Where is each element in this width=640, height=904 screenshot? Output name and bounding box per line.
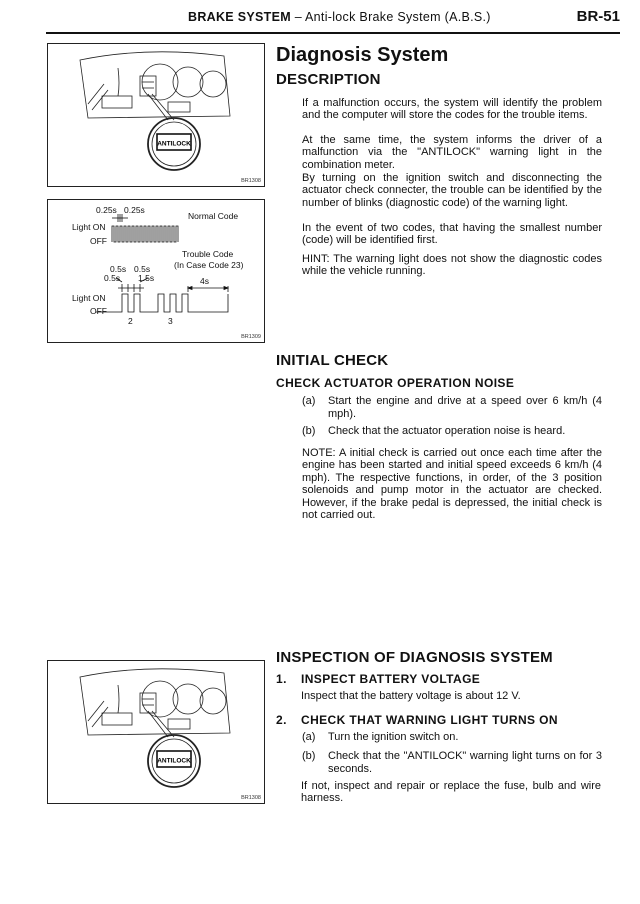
actuator-noise-subheading: CHECK ACTUATOR OPERATION NOISE <box>276 376 515 390</box>
description-paragraph: If a malfunction occurs, the system will identify the problem and the computer will store the codes for the trouble items. <box>302 97 602 122</box>
dashboard-illustration <box>48 44 264 186</box>
timing-label-normal: Normal Code <box>188 211 239 221</box>
description-paragraph: By turning on the ignition switch and disconnecting the actuator check connecter, the trouble can be identified by the number of blinks (diagnostic code) of the warning light. <box>302 172 602 209</box>
header-section: BRAKE SYSTEM <box>188 10 291 24</box>
item-text: Check that the "ANTILOCK" warning light turns on for 3 seconds. <box>328 750 602 775</box>
timing-label-on: Light ON <box>72 222 106 232</box>
list-item <box>302 731 602 745</box>
figure-code: BR1308 <box>241 795 261 801</box>
timing-label-n2: 2 <box>128 316 133 326</box>
figure-dashboard-top <box>47 43 265 187</box>
item-label: (a) <box>302 731 316 743</box>
timing-diagram <box>48 200 264 342</box>
timing-label-off: OFF <box>90 236 107 246</box>
hint-paragraph: HINT: The warning light does not show the diagnostic codes while the vehicle running. <box>302 253 602 278</box>
note-paragraph: NOTE: A initial check is carried out once each time after the engine has been started and initial speed exceeds 6 km/h (4 mph). The respective functions, in order, of the 3 position solenoids and pump motor in the actuator are checked. However, if the brake pedal is depressed, the initial check is not carried out. <box>302 447 602 522</box>
section-title: Diagnosis System <box>276 44 449 66</box>
timing-label-off2: OFF <box>90 306 107 316</box>
timing-label-e: 4s <box>200 276 209 286</box>
timing-label-case: (In Case Code 23) <box>174 260 244 270</box>
header-subtitle: – Anti-lock Brake System (A.B.S.) <box>290 10 491 24</box>
item-text: Turn the ignition switch on. <box>328 731 459 743</box>
figure-code: BR1308 <box>241 178 261 184</box>
step-1 <box>276 672 606 688</box>
item-text: Start the engine and drive at a speed over 6 km/h (4 mph). <box>328 395 602 420</box>
timing-label-b: 0.5s <box>134 264 151 274</box>
timing-label-a: 0.5s <box>110 264 127 274</box>
description-paragraph: In the event of two codes, that having the smallest number (code) will be identified first. <box>302 222 602 247</box>
step-number: 2. <box>276 713 287 727</box>
description-heading: DESCRIPTION <box>276 71 381 88</box>
dashboard-illustration <box>48 661 264 803</box>
step-title: CHECK THAT WARNING LIGHT TURNS ON <box>301 713 558 727</box>
timing-label-on2: Light ON <box>72 293 106 303</box>
step-title: INSPECT BATTERY VOLTAGE <box>301 672 481 686</box>
description-paragraph: At the same time, the system informs the driver of a malfunction via the "ANTILOCK" warning light in the combination meter. <box>302 134 602 171</box>
list-item <box>302 395 602 421</box>
timing-label-d: 1.5s <box>138 273 155 283</box>
timing-label-t2: 0.25s <box>124 205 145 215</box>
item-label: (a) <box>302 395 316 407</box>
inspection-heading: INSPECTION OF DIAGNOSIS SYSTEM <box>276 649 553 666</box>
page-header <box>46 8 620 34</box>
figure-code: BR1309 <box>241 334 261 340</box>
initial-check-heading: INITIAL CHECK <box>276 352 389 369</box>
item-label: (b) <box>302 425 316 437</box>
timing-label-c: 0.5s <box>104 273 121 283</box>
timing-label-t1: 0.25s <box>96 205 117 215</box>
step-number: 1. <box>276 672 287 686</box>
antilock-lamp-label: ANTILOCK <box>157 757 191 765</box>
list-item <box>302 425 602 439</box>
page-number: BR-51 <box>576 8 620 25</box>
list-item <box>302 750 602 776</box>
step-2 <box>276 713 606 729</box>
step-1-text: Inspect that the battery voltage is about 12 V. <box>301 690 521 702</box>
step-2-note: If not, inspect and repair or replace the fuse, bulb and wire harness. <box>301 780 601 805</box>
antilock-lamp-label: ANTILOCK <box>157 140 191 148</box>
item-text: Check that the actuator operation noise is heard. <box>328 425 566 437</box>
figure-blink-timing <box>47 199 265 343</box>
timing-label-n3: 3 <box>168 316 173 326</box>
timing-label-trouble: Trouble Code <box>182 249 234 259</box>
header-title <box>188 10 491 24</box>
figure-dashboard-bottom <box>47 660 265 804</box>
item-label: (b) <box>302 750 316 762</box>
